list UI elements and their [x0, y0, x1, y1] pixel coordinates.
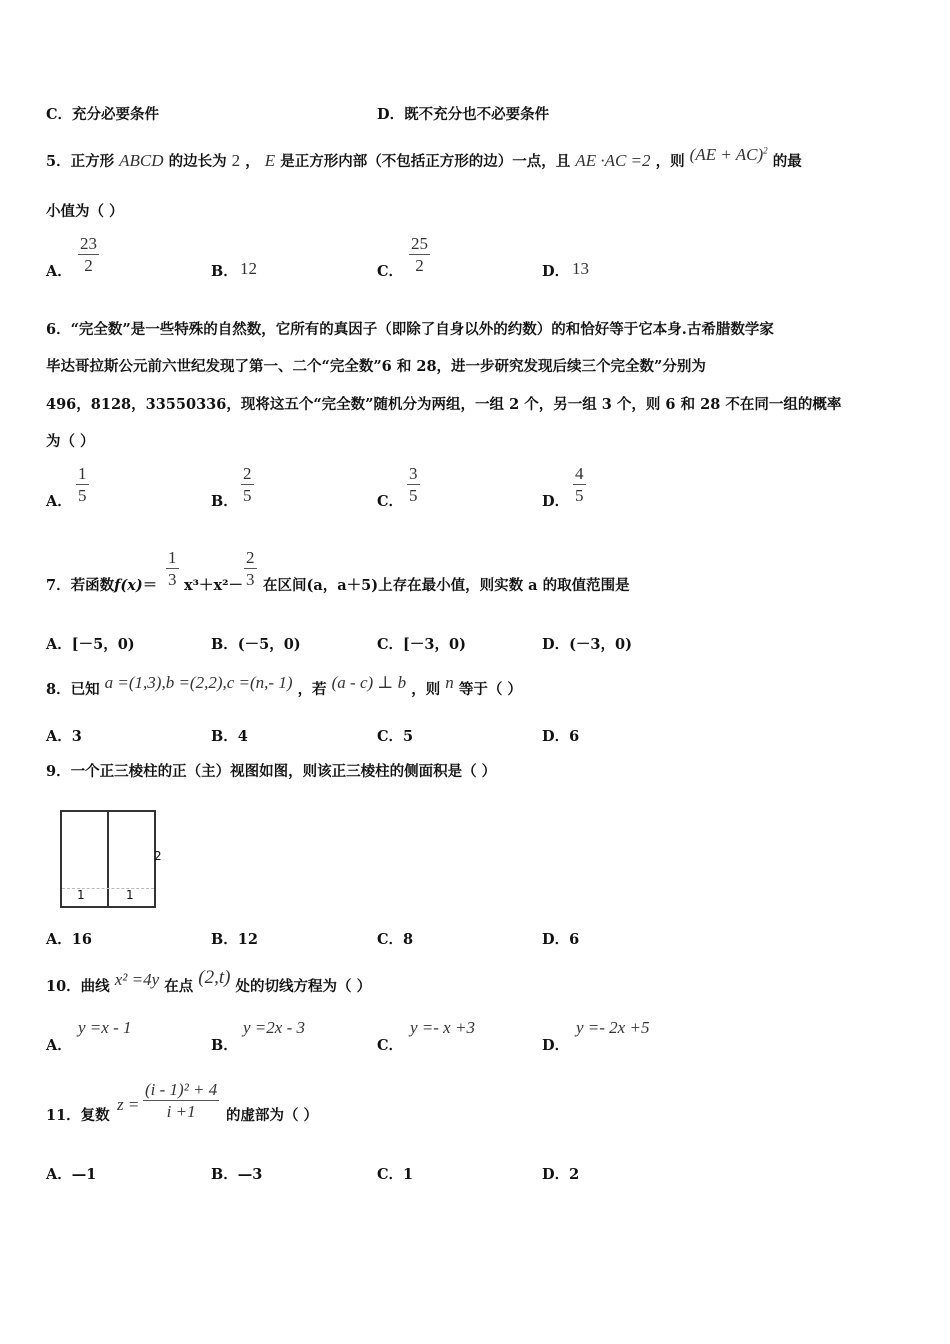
q5-stem-line2: 小值为（ ）	[46, 203, 124, 220]
q7-suffix: 在区间(a，a＋5)上存在最小值，则实数 a 的取值范围是	[263, 577, 630, 594]
q8-suffix: 等于（ ）	[458, 681, 522, 698]
q5-point-e: E	[264, 151, 276, 170]
q10-option-c-label: C．	[377, 1037, 404, 1054]
q6-a-denominator: 5	[78, 486, 87, 505]
q8-mid2: ，则	[411, 681, 441, 698]
q8-option-b: B．4	[211, 728, 248, 745]
q5-option-c-label: C．	[377, 263, 404, 280]
q5-option-c-fraction	[409, 234, 430, 277]
q6-stem-line1: 6．“完全数”是一些特殊的自然数，它所有的真因子（即除了自身以外的约数）的和恰好等于它本身.古希腊数学家	[46, 321, 774, 338]
q6-option-c-label: C．	[377, 493, 404, 510]
q5-text-d: ，则	[655, 153, 685, 170]
q8-condition: (a - c) ⊥ b	[331, 673, 407, 692]
q8-mid: ，若	[297, 681, 327, 698]
q8-n: n	[445, 673, 454, 692]
q6-option-b-label: B．	[211, 493, 238, 510]
q9-front-view-figure	[60, 810, 156, 908]
q6-d-denominator: 5	[575, 486, 584, 505]
q5-option-d-value: 13	[572, 259, 589, 278]
q4-option-d: D．既不充分也不必要条件	[377, 106, 550, 123]
q9-figure-dashed-line	[62, 888, 154, 889]
q8-vectors: a =(1,3),b =(2,2),c =(n,- 1)	[104, 673, 293, 692]
q10-option-a-label: A．	[46, 1037, 72, 1054]
q6-option-d-label: D．	[542, 493, 570, 510]
q9-label-height: 2	[154, 849, 162, 863]
q5-option-b-value: 12	[240, 259, 257, 278]
q11-option-a: A．—1	[46, 1166, 97, 1183]
q11-z: z =	[117, 1095, 140, 1114]
q6-option-d-fraction	[573, 464, 586, 507]
q5-text-c: 是正方形内部（不包括正方形的边）一点，且	[280, 153, 571, 170]
q10-stem	[46, 967, 372, 997]
q9-stem: 9．一个正三棱柱的正（主）视图如图，则该正三棱柱的侧面积是（ ）	[46, 763, 497, 780]
q10-option-d-label: D．	[542, 1037, 570, 1054]
q10-point: (2,t)	[198, 967, 231, 988]
q5-c-numerator: 25	[411, 234, 428, 253]
q5-option-a-fraction	[78, 234, 99, 277]
q7-option-a: A．[－5，0)	[46, 636, 135, 653]
q10-option-b-label: B．	[211, 1037, 238, 1054]
q5-text-b: 的边长为	[168, 153, 227, 170]
q10-prefix: 10．曲线	[46, 978, 110, 995]
q7-f2-numerator: 2	[246, 548, 255, 567]
q9-label-right: 1	[126, 888, 134, 902]
q8-option-d: D．6	[542, 728, 580, 745]
q6-b-denominator: 5	[243, 486, 252, 505]
q10-option-c-value: y =- x +3	[410, 1018, 475, 1037]
q5-abcd: ABCD	[119, 151, 164, 170]
q9-option-d: D．6	[542, 931, 580, 948]
q5-a-numerator: 23	[80, 234, 97, 253]
q6-c-numerator: 3	[409, 464, 418, 483]
q11-option-b: B．—3	[211, 1166, 263, 1183]
q5-a-denominator: 2	[84, 256, 93, 275]
q6-option-a-fraction	[76, 464, 89, 507]
q11-fraction	[143, 1080, 219, 1123]
q5-comma: ，	[245, 153, 260, 170]
q5-option-b-label: B．	[211, 263, 238, 280]
q5-condition: AE ·AC =2	[575, 151, 651, 170]
q10-option-d-value: y =- 2x +5	[576, 1018, 650, 1037]
q7-option-b: B．(－5，0)	[211, 636, 301, 653]
q7-fraction-1	[166, 548, 179, 591]
q7-f2-denominator: 3	[246, 570, 255, 589]
q6-stem-line3: 496，8128，33550336，现将这五个“完全数”随机分为两组，一组 2 个，另一组 3 个，则 6 和 28 不在同一组的概率	[46, 396, 842, 413]
q7-prefix: 7．若函数f(x)＝	[46, 577, 158, 594]
q9-option-c: C．8	[377, 931, 414, 948]
q10-curve: x² =4y	[114, 970, 160, 989]
q10-mid: 在点	[164, 978, 194, 995]
q11-suffix: 的虚部为（ ）	[226, 1107, 319, 1124]
q11-prefix: 11．复数	[46, 1107, 110, 1124]
q11-denominator: i +1	[166, 1102, 196, 1121]
q5-side: 2	[231, 151, 241, 170]
q8-option-a: A．3	[46, 728, 82, 745]
q7-option-d: D．(－3，0)	[542, 636, 632, 653]
q9-figure-divider	[107, 812, 109, 906]
q11-numerator: (i - 1)² + 4	[145, 1080, 218, 1099]
q5-c-denominator: 2	[415, 256, 424, 275]
q11-option-d: D．2	[542, 1166, 580, 1183]
q9-option-b: B．12	[211, 931, 258, 948]
q7-term: x³＋x²－	[184, 577, 243, 594]
q10-option-b-value: y =2x - 3	[243, 1018, 305, 1037]
q7-f1-numerator: 1	[168, 548, 177, 567]
q5-stem-line1	[46, 145, 802, 171]
q8-stem	[46, 673, 522, 699]
q6-option-b-fraction	[241, 464, 254, 507]
q6-stem-line4: 为（ ）	[46, 433, 95, 450]
q6-option-c-fraction	[407, 464, 420, 507]
q10-suffix: 处的切线方程为（ ）	[235, 978, 372, 995]
q7-option-c: C．[－3，0)	[377, 636, 466, 653]
q5-option-d-label: D．	[542, 263, 570, 280]
q10-option-a-value: y =x - 1	[78, 1018, 132, 1037]
q6-stem-line2: 毕达哥拉斯公元前六世纪发现了第一、二个“完全数”6 和 28，进一步研究发现后续三个完全数”分别为	[46, 358, 706, 375]
q4-option-c: C．充分必要条件	[46, 106, 160, 123]
q6-d-numerator: 4	[575, 464, 584, 483]
q11-option-c: C．1	[377, 1166, 414, 1183]
q7-f1-denominator: 3	[168, 570, 177, 589]
q6-c-denominator: 5	[409, 486, 418, 505]
q5-option-a-label: A．	[46, 263, 72, 280]
q9-label-left: 1	[77, 888, 85, 902]
q6-b-numerator: 2	[243, 464, 252, 483]
q5-text-e: 的最	[772, 153, 802, 170]
q8-prefix: 8．已知	[46, 681, 100, 698]
q9-option-a: A．16	[46, 931, 92, 948]
q5-expression: (AE + AC)$^2$	[689, 145, 768, 164]
q5-text-a: 5．正方形	[46, 153, 115, 170]
q8-option-c: C．5	[377, 728, 414, 745]
q6-option-a-label: A．	[46, 493, 72, 510]
q7-fraction-2	[244, 548, 257, 591]
q6-a-numerator: 1	[78, 464, 87, 483]
